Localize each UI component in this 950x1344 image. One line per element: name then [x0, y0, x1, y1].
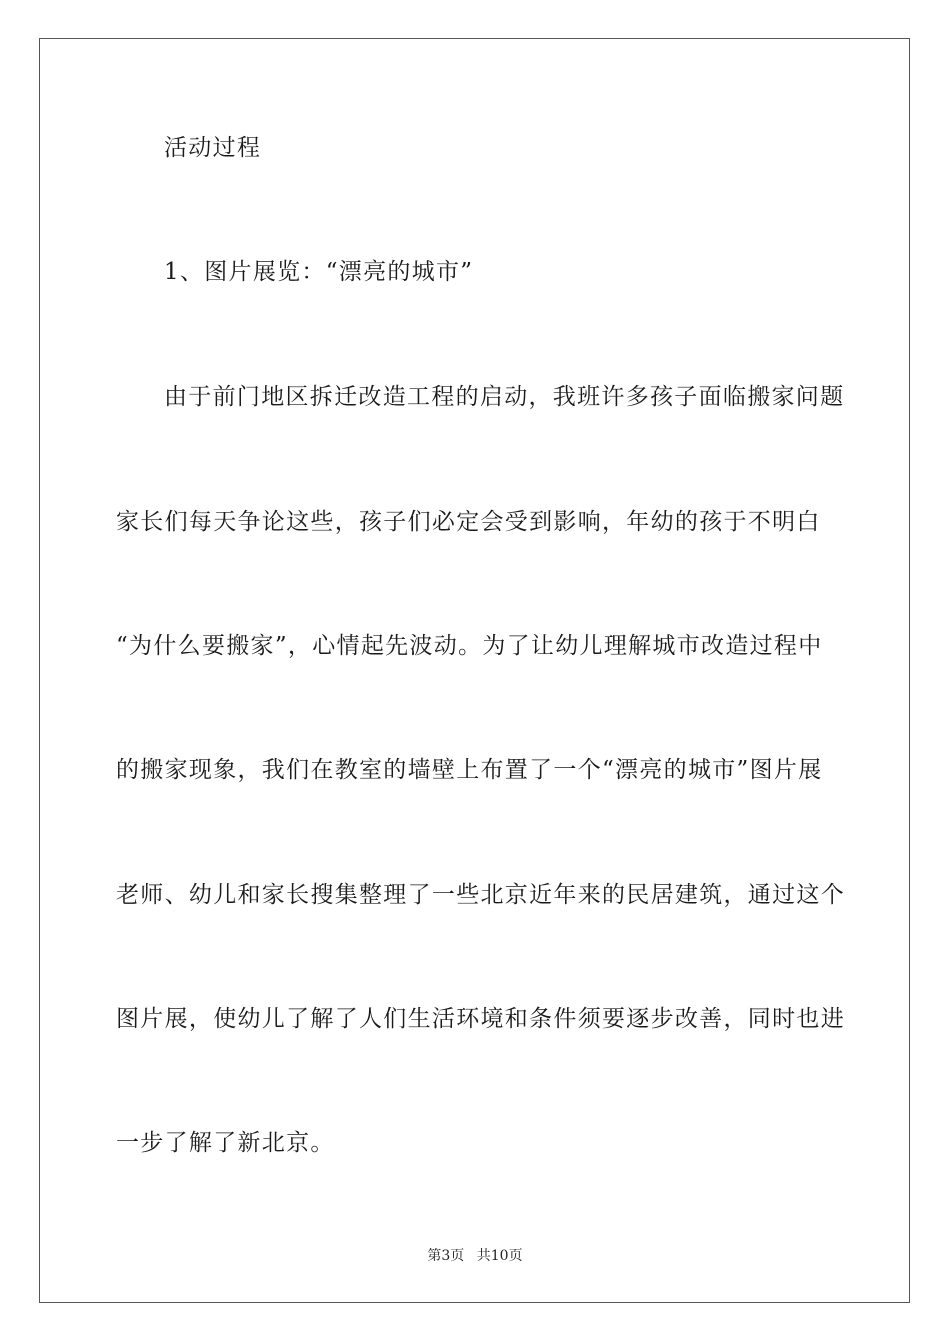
paragraph-line: “为什么要搬家”，心情起先波动。为了让幼儿理解城市改造过程中 [116, 633, 823, 659]
paragraph-line: 老师、幼儿和家长搜集整理了一些北京近年来的民居建筑，通过这个 [116, 882, 845, 908]
paragraph-line: 一步了解了新北京。 [116, 1130, 335, 1156]
paragraph-line: 家长们每天争论这些，孩子们必定会受到影响，年幼的孩于不明白 [116, 509, 821, 535]
subheading-picture-exhibition: 1、图片展览：“漂亮的城市” [164, 259, 474, 285]
heading-activity-process: 活动过程 [164, 135, 262, 161]
paragraph-line: 由于前门地区拆迁改造工程的启动，我班许多孩子面临搬家问题 [164, 384, 845, 410]
page-border [39, 38, 910, 1303]
paragraph-line: 图片展，使幼儿了解了人们生活环境和条件须要逐步改善，同时也进 [116, 1006, 845, 1032]
page-number-current: 第3页 [427, 1248, 465, 1264]
page-footer [0, 1247, 950, 1265]
paragraph-line: 的搬家现象，我们在教室的墙壁上布置了一个“漂亮的城市”图片展 [116, 757, 823, 783]
page-number-total: 共10页 [476, 1248, 523, 1264]
